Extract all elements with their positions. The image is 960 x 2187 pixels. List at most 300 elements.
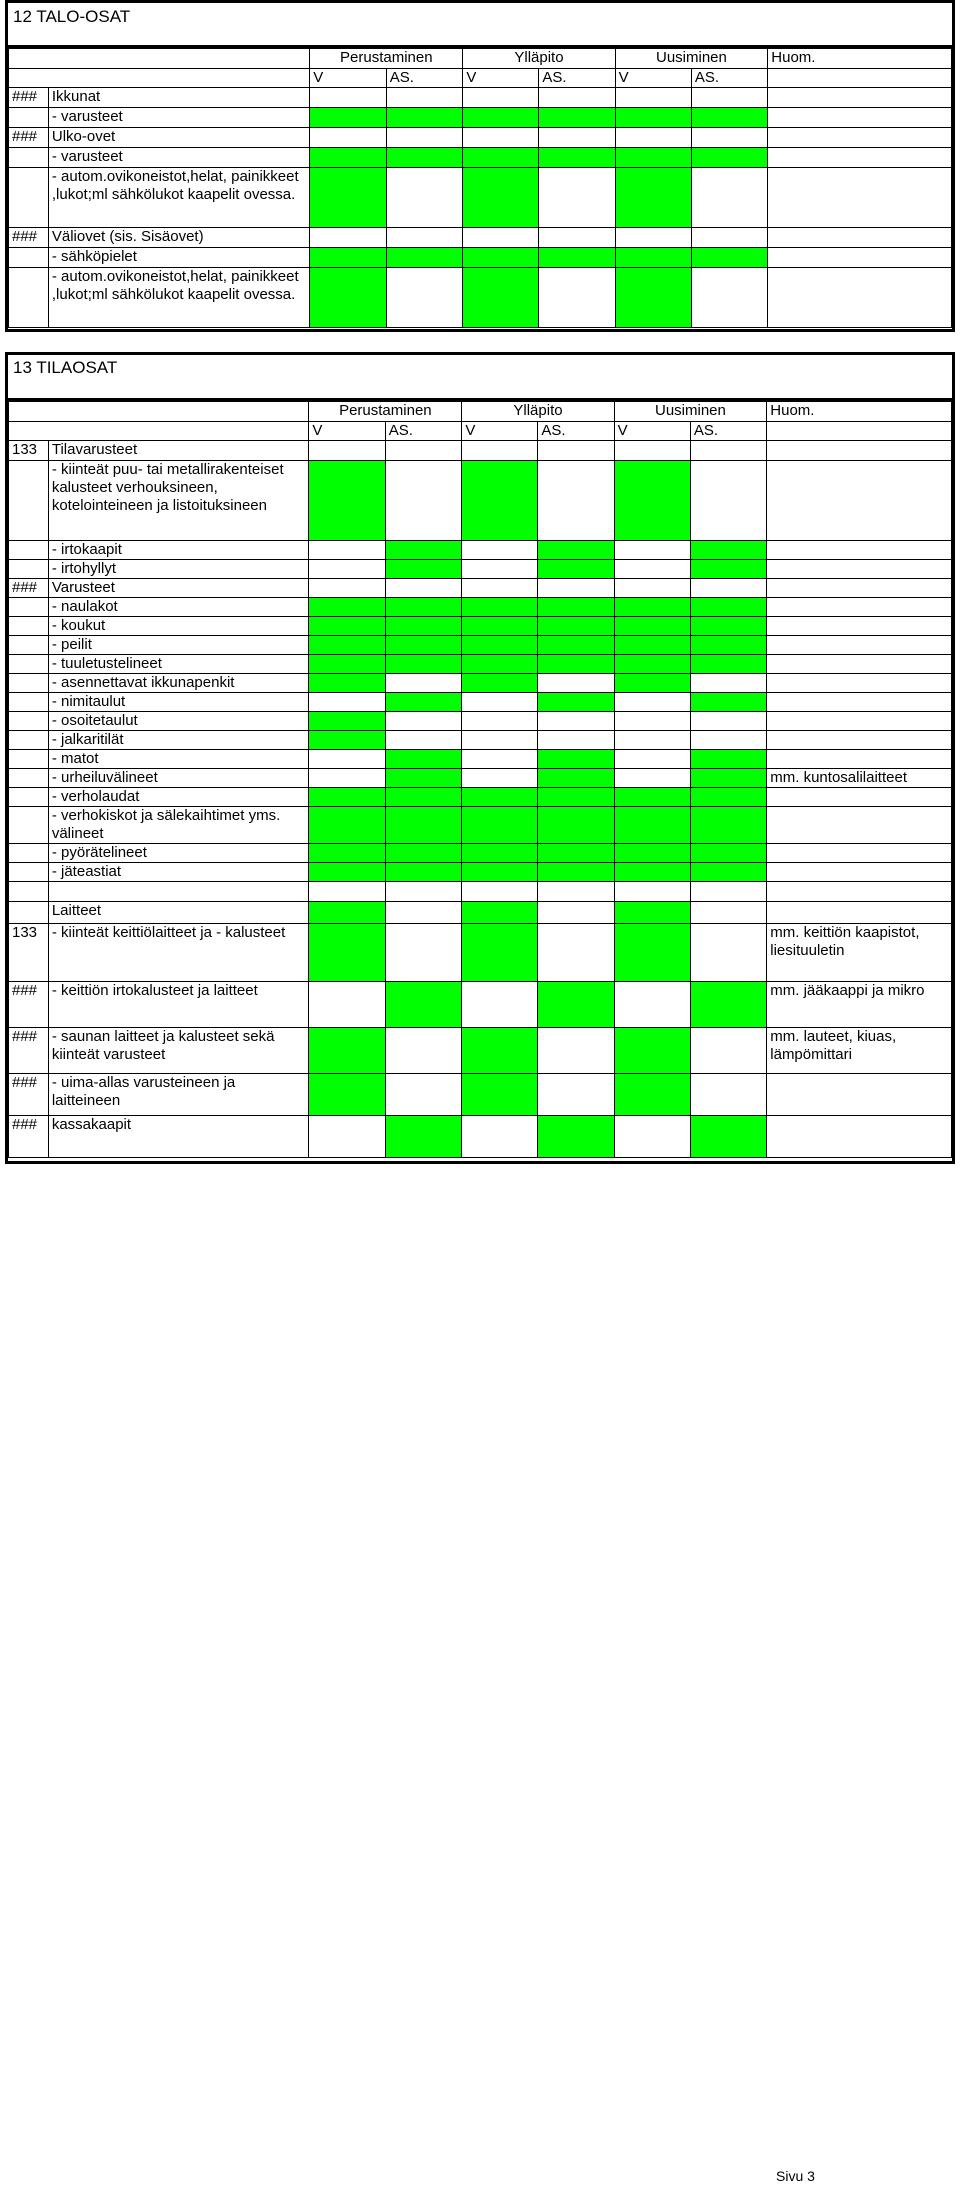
empty-cell	[309, 579, 385, 598]
row-note	[767, 636, 952, 655]
empty-cell	[614, 882, 690, 902]
header-huom: Huom.	[767, 402, 952, 422]
row-label: Ikkunat	[48, 88, 309, 108]
row-label: - naulakot	[48, 598, 309, 617]
marked-cell	[538, 788, 614, 807]
row-code	[9, 617, 49, 636]
marked-cell	[385, 636, 462, 655]
table-row	[9, 128, 952, 148]
row-label: - saunan laitteet ja kalusteet sekä kiinteät varusteet	[48, 1028, 309, 1074]
marked-cell	[310, 148, 386, 168]
empty-cell	[691, 228, 767, 248]
marked-cell	[309, 731, 385, 750]
marked-cell	[462, 788, 538, 807]
empty-cell	[538, 1028, 614, 1074]
empty-cell	[462, 579, 538, 598]
empty-cell	[462, 882, 538, 902]
row-note	[767, 598, 952, 617]
row-code	[9, 902, 49, 924]
empty-cell	[385, 674, 462, 693]
marked-cell	[538, 693, 614, 712]
row-note	[767, 807, 952, 844]
empty-cell	[691, 128, 767, 148]
table-row	[9, 108, 952, 128]
row-code: ###	[9, 228, 49, 248]
empty-cell	[690, 441, 766, 461]
empty-cell	[385, 924, 462, 982]
table-row	[9, 731, 952, 750]
marked-cell	[310, 248, 386, 268]
marked-cell	[690, 844, 766, 863]
row-note	[767, 579, 952, 598]
row-code	[9, 598, 49, 617]
row-code	[9, 636, 49, 655]
marked-cell	[690, 636, 766, 655]
empty-cell	[310, 128, 386, 148]
table-row	[9, 863, 952, 882]
header-spacer	[9, 49, 310, 69]
marked-cell	[463, 268, 539, 328]
marked-cell	[538, 844, 614, 863]
row-note	[767, 844, 952, 863]
empty-cell	[309, 1116, 385, 1158]
marked-cell	[462, 461, 538, 541]
marked-cell	[539, 248, 615, 268]
empty-cell	[462, 1116, 538, 1158]
empty-cell	[386, 128, 463, 148]
empty-cell	[691, 268, 767, 328]
empty-cell	[615, 88, 691, 108]
empty-cell	[614, 693, 690, 712]
marked-cell	[310, 108, 386, 128]
marked-cell	[691, 148, 767, 168]
row-note	[767, 541, 952, 560]
marked-cell	[462, 598, 538, 617]
row-note: mm. lauteet, kiuas, lämpömittari	[767, 1028, 952, 1074]
empty-cell	[614, 579, 690, 598]
row-note	[767, 902, 952, 924]
marked-cell	[309, 902, 385, 924]
row-note	[767, 674, 952, 693]
row-code: ###	[9, 128, 49, 148]
marked-cell	[385, 693, 462, 712]
empty-cell	[385, 712, 462, 731]
row-note	[767, 693, 952, 712]
table-row	[9, 882, 952, 902]
table-row	[9, 441, 952, 461]
empty-cell	[463, 128, 539, 148]
header-as: AS.	[690, 422, 766, 441]
marked-cell	[538, 655, 614, 674]
row-label: - kiinteät keittiölaitteet ja - kalusteet	[48, 924, 309, 982]
row-label: - tuuletustelineet	[48, 655, 309, 674]
row-label: - irtokaapit	[48, 541, 309, 560]
empty-cell	[385, 882, 462, 902]
row-note	[767, 1074, 952, 1116]
marked-cell	[309, 617, 385, 636]
header-spacer	[9, 422, 309, 441]
empty-cell	[538, 902, 614, 924]
header-row-subcols	[9, 422, 952, 441]
empty-cell	[538, 674, 614, 693]
empty-cell	[539, 168, 615, 228]
marked-cell	[309, 788, 385, 807]
row-code: ###	[9, 1074, 49, 1116]
marked-cell	[690, 863, 766, 882]
marked-cell	[615, 108, 691, 128]
table-row	[9, 461, 952, 541]
row-code: ###	[9, 88, 49, 108]
marked-cell	[463, 148, 539, 168]
row-label: - varusteet	[48, 148, 309, 168]
marked-cell	[309, 924, 385, 982]
header-perustaminen: Perustaminen	[310, 49, 463, 69]
empty-cell	[690, 1028, 766, 1074]
empty-cell	[690, 882, 766, 902]
row-label: - nimitaulut	[48, 693, 309, 712]
marked-cell	[615, 248, 691, 268]
marked-cell	[462, 636, 538, 655]
empty-cell	[690, 579, 766, 598]
empty-cell	[614, 982, 690, 1028]
row-note	[767, 882, 952, 902]
row-code	[9, 461, 49, 541]
row-code: ###	[9, 1028, 49, 1074]
row-code	[9, 863, 49, 882]
marked-cell	[463, 168, 539, 228]
marked-cell	[539, 108, 615, 128]
row-code	[9, 844, 49, 863]
marked-cell	[309, 844, 385, 863]
empty-cell	[385, 731, 462, 750]
row-note	[767, 750, 952, 769]
empty-cell	[614, 712, 690, 731]
header-v: V	[310, 69, 386, 88]
table-row	[9, 788, 952, 807]
marked-cell	[385, 750, 462, 769]
row-code: ###	[9, 982, 49, 1028]
row-note	[768, 268, 952, 328]
empty-cell	[310, 228, 386, 248]
empty-cell	[538, 461, 614, 541]
talo-osat-table	[8, 48, 952, 328]
row-label: - jäteastiat	[48, 863, 309, 882]
row-note	[767, 1116, 952, 1158]
row-label: - varusteet	[48, 108, 309, 128]
table-row	[9, 560, 952, 579]
row-note	[767, 461, 952, 541]
row-note: mm. keittiön kaapistot, liesituuletin	[767, 924, 952, 982]
row-label: - pyörätelineet	[48, 844, 309, 863]
row-label: Laitteet	[48, 902, 309, 924]
empty-cell	[614, 541, 690, 560]
header-row-groups	[9, 49, 952, 69]
header-spacer	[767, 422, 952, 441]
empty-cell	[309, 693, 385, 712]
row-note	[768, 128, 952, 148]
empty-cell	[462, 982, 538, 1028]
row-label: - keittiön irtokalusteet ja laitteet	[48, 982, 309, 1028]
marked-cell	[309, 655, 385, 674]
marked-cell	[614, 863, 690, 882]
header-as: AS.	[386, 69, 463, 88]
row-label: - osoitetaulut	[48, 712, 309, 731]
header-row-subcols	[9, 69, 952, 88]
empty-cell	[539, 128, 615, 148]
marked-cell	[690, 807, 766, 844]
marked-cell	[690, 560, 766, 579]
empty-cell	[309, 982, 385, 1028]
marked-cell	[538, 769, 614, 788]
header-v: V	[615, 69, 691, 88]
tilaosat-table	[8, 401, 952, 1158]
empty-cell	[614, 731, 690, 750]
empty-cell	[462, 541, 538, 560]
section-title: 13 TILAOSAT	[13, 358, 118, 377]
row-label: - kiinteät puu- tai metallirakenteiset kalusteet verhouksineen, kotelointeineen ja listoituksineen	[48, 461, 309, 541]
marked-cell	[691, 108, 767, 128]
row-note	[767, 617, 952, 636]
row-code	[9, 168, 49, 228]
row-code	[9, 769, 49, 788]
empty-cell	[309, 769, 385, 788]
row-label: - verholaudat	[48, 788, 309, 807]
empty-cell	[615, 128, 691, 148]
row-note	[768, 228, 952, 248]
marked-cell	[309, 636, 385, 655]
table-row	[9, 636, 952, 655]
marked-cell	[614, 636, 690, 655]
marked-cell	[690, 788, 766, 807]
marked-cell	[385, 844, 462, 863]
header-yllapito: Ylläpito	[463, 49, 615, 69]
row-code	[9, 541, 49, 560]
marked-cell	[690, 769, 766, 788]
header-spacer	[9, 402, 309, 422]
row-code	[9, 807, 49, 844]
marked-cell	[462, 863, 538, 882]
empty-cell	[385, 461, 462, 541]
empty-cell	[538, 731, 614, 750]
marked-cell	[538, 541, 614, 560]
header-huom: Huom.	[768, 49, 952, 69]
empty-cell	[385, 441, 462, 461]
row-note	[767, 560, 952, 579]
marked-cell	[614, 1074, 690, 1116]
marked-cell	[385, 788, 462, 807]
empty-cell	[462, 712, 538, 731]
row-note	[767, 863, 952, 882]
empty-cell	[385, 1074, 462, 1116]
empty-cell	[538, 882, 614, 902]
marked-cell	[462, 807, 538, 844]
marked-cell	[385, 1116, 462, 1158]
header-as: AS.	[539, 69, 615, 88]
empty-cell	[462, 769, 538, 788]
row-code	[9, 693, 49, 712]
empty-cell	[385, 1028, 462, 1074]
table-row	[9, 924, 952, 982]
marked-cell	[385, 655, 462, 674]
marked-cell	[614, 674, 690, 693]
table-row	[9, 982, 952, 1028]
header-spacer	[768, 69, 952, 88]
row-label: - autom.ovikoneistot,helat, painikkeet ,lukot;ml sähkölukot kaapelit ovessa.	[48, 168, 309, 228]
empty-cell	[538, 579, 614, 598]
row-note: mm. jääkaappi ja mikro	[767, 982, 952, 1028]
section-13-tilaosat	[5, 352, 955, 1164]
marked-cell	[463, 108, 539, 128]
empty-cell	[539, 88, 615, 108]
empty-cell	[614, 441, 690, 461]
marked-cell	[690, 982, 766, 1028]
marked-cell	[310, 268, 386, 328]
row-label: - koukut	[48, 617, 309, 636]
row-note	[768, 148, 952, 168]
marked-cell	[538, 807, 614, 844]
marked-cell	[538, 863, 614, 882]
row-label: - verhokiskot ja sälekaihtimet yms. välineet	[48, 807, 309, 844]
row-label: Tilavarusteet	[48, 441, 309, 461]
table-row	[9, 268, 952, 328]
row-note	[768, 168, 952, 228]
table-row	[9, 541, 952, 560]
marked-cell	[538, 1116, 614, 1158]
table-row	[9, 769, 952, 788]
table-row	[9, 228, 952, 248]
row-note	[767, 655, 952, 674]
row-label: - peilit	[48, 636, 309, 655]
table-row	[9, 617, 952, 636]
table-row	[9, 1074, 952, 1116]
marked-cell	[462, 1028, 538, 1074]
row-label: kassakaapit	[48, 1116, 309, 1158]
table-row	[9, 674, 952, 693]
empty-cell	[690, 924, 766, 982]
marked-cell	[614, 807, 690, 844]
marked-cell	[690, 750, 766, 769]
marked-cell	[538, 617, 614, 636]
row-label: - jalkaritilät	[48, 731, 309, 750]
row-note	[767, 731, 952, 750]
marked-cell	[463, 248, 539, 268]
row-code	[9, 148, 49, 168]
marked-cell	[690, 1116, 766, 1158]
marked-cell	[614, 844, 690, 863]
empty-cell	[309, 441, 385, 461]
table-row	[9, 1116, 952, 1158]
marked-cell	[690, 655, 766, 674]
marked-cell	[385, 807, 462, 844]
row-code: 133	[9, 924, 49, 982]
empty-cell	[614, 1116, 690, 1158]
marked-cell	[615, 148, 691, 168]
empty-cell	[690, 674, 766, 693]
table-row	[9, 88, 952, 108]
row-code	[9, 655, 49, 674]
empty-cell	[386, 228, 463, 248]
row-label: - autom.ovikoneistot,helat, painikkeet ,lukot;ml sähkölukot kaapelit ovessa.	[48, 268, 309, 328]
marked-cell	[538, 750, 614, 769]
row-code	[9, 788, 49, 807]
marked-cell	[538, 982, 614, 1028]
marked-cell	[309, 807, 385, 844]
table-row	[9, 844, 952, 863]
marked-cell	[385, 560, 462, 579]
row-note	[767, 441, 952, 461]
empty-cell	[386, 268, 463, 328]
table-row	[9, 902, 952, 924]
marked-cell	[386, 108, 463, 128]
marked-cell	[538, 636, 614, 655]
table-row	[9, 148, 952, 168]
marked-cell	[385, 598, 462, 617]
empty-cell	[690, 712, 766, 731]
empty-cell	[614, 769, 690, 788]
table-row	[9, 579, 952, 598]
marked-cell	[690, 598, 766, 617]
row-code	[9, 248, 49, 268]
row-code	[9, 750, 49, 769]
header-v: V	[463, 69, 539, 88]
empty-cell	[462, 441, 538, 461]
marked-cell	[538, 598, 614, 617]
marked-cell	[309, 863, 385, 882]
row-label: Väliovet (sis. Sisäovet)	[48, 228, 309, 248]
row-code	[9, 268, 49, 328]
marked-cell	[538, 560, 614, 579]
empty-cell	[385, 902, 462, 924]
row-label: - sähköpielet	[48, 248, 309, 268]
empty-cell	[615, 228, 691, 248]
row-note	[768, 248, 952, 268]
marked-cell	[309, 674, 385, 693]
empty-cell	[462, 560, 538, 579]
header-perustaminen: Perustaminen	[309, 402, 462, 422]
row-code: ###	[9, 579, 49, 598]
empty-cell	[386, 168, 463, 228]
marked-cell	[385, 863, 462, 882]
marked-cell	[309, 1028, 385, 1074]
row-note	[768, 88, 952, 108]
page-number: Sivu 3	[776, 2168, 815, 2184]
header-v: V	[462, 422, 538, 441]
row-note	[767, 788, 952, 807]
marked-cell	[462, 655, 538, 674]
marked-cell	[309, 598, 385, 617]
empty-cell	[386, 88, 463, 108]
table-row	[9, 712, 952, 731]
empty-cell	[690, 461, 766, 541]
row-code: 133	[9, 441, 49, 461]
row-code	[9, 712, 49, 731]
marked-cell	[614, 1028, 690, 1074]
header-yllapito: Ylläpito	[462, 402, 614, 422]
empty-cell	[463, 228, 539, 248]
empty-cell	[309, 560, 385, 579]
empty-cell	[309, 750, 385, 769]
marked-cell	[615, 268, 691, 328]
empty-cell	[614, 750, 690, 769]
marked-cell	[385, 769, 462, 788]
row-label: - uima-allas varusteineen ja laitteineen	[48, 1074, 309, 1116]
empty-cell	[538, 441, 614, 461]
row-label: - matot	[48, 750, 309, 769]
marked-cell	[690, 541, 766, 560]
marked-cell	[385, 617, 462, 636]
row-label: - asennettavat ikkunapenkit	[48, 674, 309, 693]
empty-cell	[385, 579, 462, 598]
